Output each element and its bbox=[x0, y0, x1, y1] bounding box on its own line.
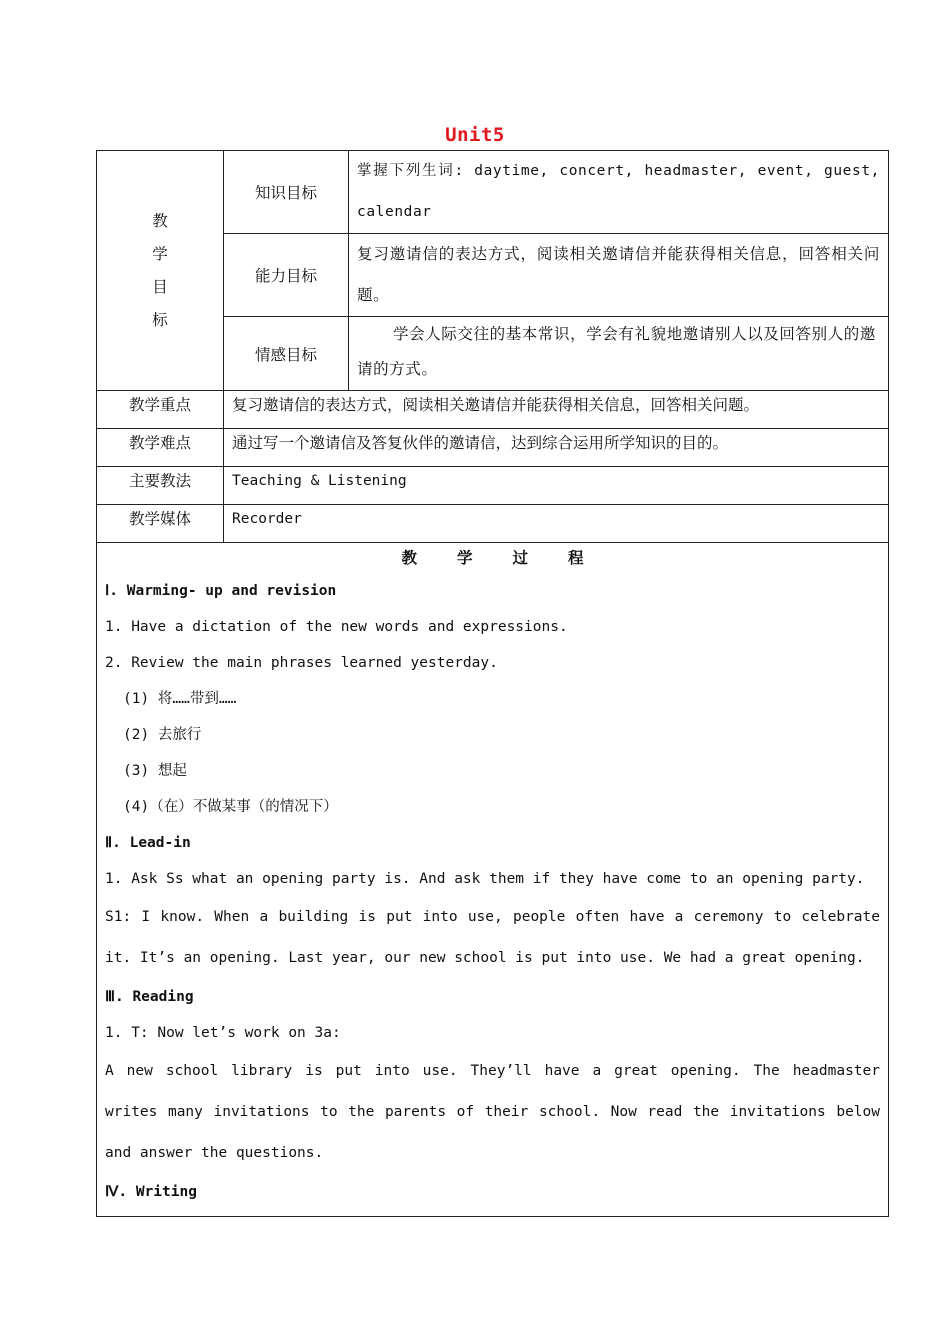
media-label: 教学媒体 bbox=[97, 505, 224, 543]
process-line: 1. T: Now let’s work on 3a: bbox=[105, 1025, 341, 1041]
phrase-item: (3) 想起 bbox=[123, 763, 187, 779]
phrase-item: (4)（在）不做某事（的情况下） bbox=[123, 799, 338, 815]
process-paragraph: S1: I know. When a building is put into use, people often have a ceremony to celebrate it. It’s an opening. Last year, our new school is put into use. We had a great opening. bbox=[105, 909, 880, 966]
phrase-item: (1) 将……带到…… bbox=[123, 691, 237, 707]
methods-text: Teaching & Listening bbox=[224, 467, 889, 505]
emotion-goal-text: 学会人际交往的基本常识，学会有礼貌地邀请别人以及回答别人的邀请的方式。 bbox=[349, 317, 889, 391]
phrase-item: (2) 去旅行 bbox=[123, 727, 202, 743]
section-lead-in-title: Ⅱ. Lead-in bbox=[105, 835, 191, 851]
process-paragraph: A new school library is put into use. They’ll have a great opening. The headmaster writes many invitations to the parents of their school. Now read the invitations below and answer the questions. bbox=[105, 1063, 880, 1161]
process-line: 1. Have a dictation of the new words and expressions. bbox=[105, 619, 568, 635]
process-line: 2. Review the main phrases learned yesterday. bbox=[105, 655, 498, 671]
objectives-header-char: 标 bbox=[152, 310, 168, 329]
objectives-header-char: 目 bbox=[152, 277, 168, 296]
teaching-process-cell bbox=[97, 543, 889, 1217]
lesson-plan-table bbox=[96, 150, 889, 1217]
emotion-goal-label: 情感目标 bbox=[224, 317, 349, 391]
key-points-label: 教学重点 bbox=[97, 391, 224, 429]
section-writing-title: Ⅳ. Writing bbox=[105, 1184, 197, 1200]
objectives-header bbox=[97, 151, 224, 391]
difficulties-label: 教学难点 bbox=[97, 429, 224, 467]
section-reading-title: Ⅲ. Reading bbox=[105, 989, 194, 1005]
knowledge-goal-text: 掌握下列生词: daytime, concert, headmaster, event, guest, calendar bbox=[349, 151, 889, 234]
objectives-header-char: 教 bbox=[152, 211, 168, 230]
difficulties-text: 通过写一个邀请信及答复伙伴的邀请信，达到综合运用所学知识的目的。 bbox=[224, 429, 889, 467]
page-title: Unit5 bbox=[445, 124, 505, 146]
process-line: 1. Ask Ss what an opening party is. And ask them if they have come to an opening party. bbox=[105, 871, 865, 887]
process-heading: 教学过程 bbox=[401, 548, 624, 567]
ability-goal-text: 复习邀请信的表达方式，阅读相关邀请信并能获得相关信息，回答相关问题。 bbox=[349, 234, 889, 317]
knowledge-goal-label: 知识目标 bbox=[224, 151, 349, 234]
section-warming-up-title: Ⅰ. Warming- up and revision bbox=[105, 583, 337, 599]
media-text: Recorder bbox=[224, 505, 889, 543]
ability-goal-label: 能力目标 bbox=[224, 234, 349, 317]
key-points-text: 复习邀请信的表达方式，阅读相关邀请信并能获得相关信息，回答相关问题。 bbox=[224, 391, 889, 429]
methods-label: 主要教法 bbox=[97, 467, 224, 505]
objectives-header-char: 学 bbox=[152, 244, 168, 263]
